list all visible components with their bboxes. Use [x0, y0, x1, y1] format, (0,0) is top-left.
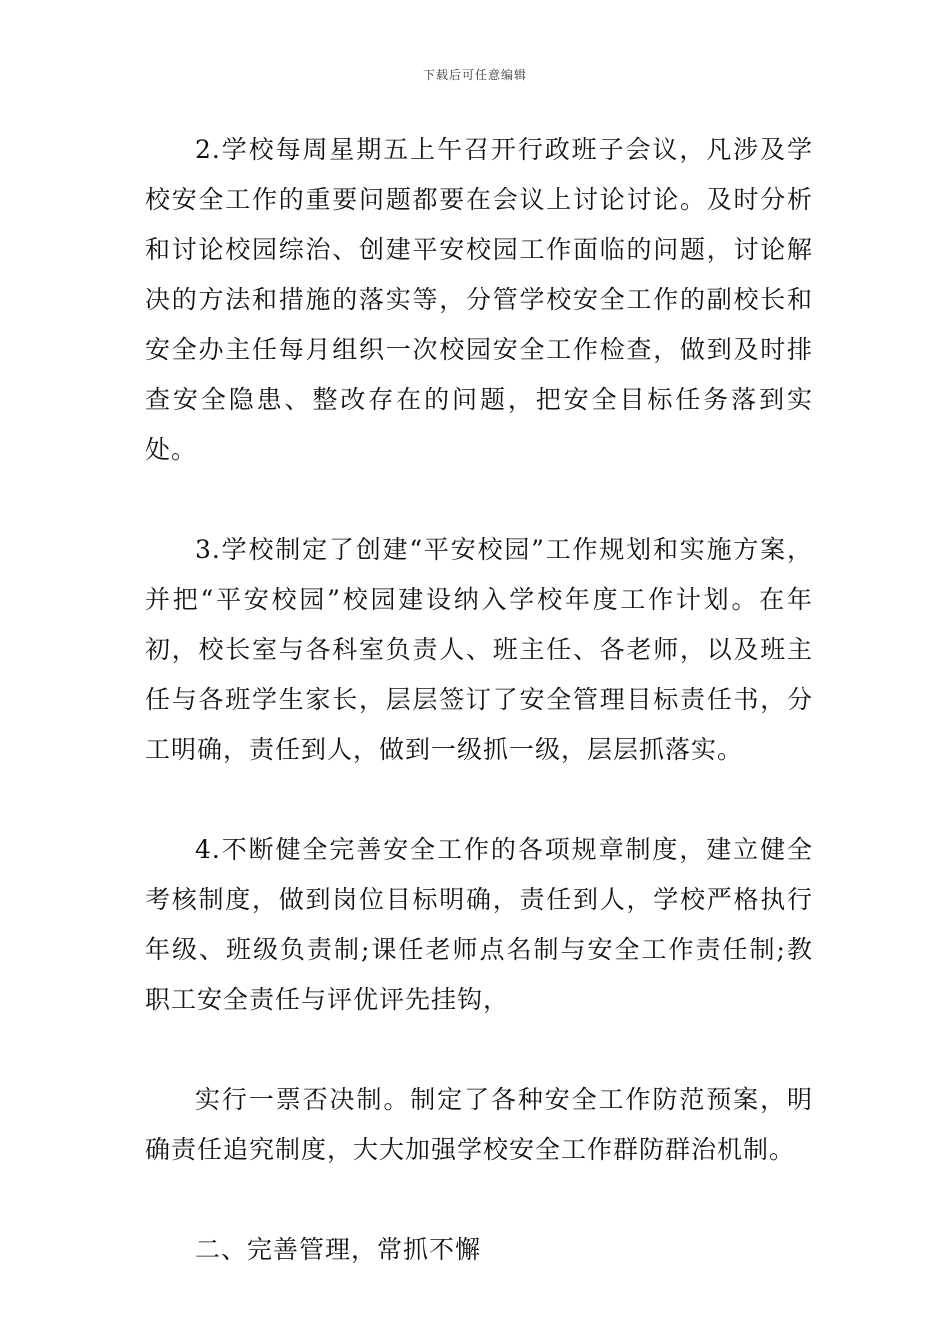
paragraph-gap: [145, 1175, 813, 1225]
paragraph-gap: [145, 775, 813, 825]
paragraph-item-2: 2.学校每周星期五上午召开行政班子会议，凡涉及学校安全工作的重要问题都要在会议上讨论讨论。及时分析和讨论校园综治、创建平安校园工作面临的问题，讨论解决的方法和措施的落实等，分管学校安全工作的副校长和安全办主任每月组织一次校园安全工作检查，做到及时排查安全隐患、整改存在的问题，把安全目标任务落到实处。: [145, 135, 813, 464]
section-heading: 二、完善管理，常抓不懈: [195, 1235, 482, 1264]
paragraph-continuation: 实行一票否决制。制定了各种安全工作防范预案，明确责任追究制度，大大加强学校安全工作群防群治机制。: [145, 1085, 813, 1164]
paragraph-gap: [145, 1025, 813, 1075]
paragraph-gap: [145, 475, 813, 525]
paragraph-item-4: 4.不断健全完善安全工作的各项规章制度，建立健全考核制度，做到岗位目标明确，责任到人，学校严格执行年级、班级负责制;课任老师点名制与安全工作责任制;教职工安全责任与评优评先挂钩，: [145, 835, 813, 1014]
paragraph-item-3: 3.学校制定了创建“平安校园”工作规划和实施方案，并把“平安校园”校园建设纳入学校年度工作计划。在年初，校长室与各科室负责人、班主任、各老师，以及班主任与各班学生家长，层层签订了安全管理目标责任书，分工明确，责任到人，做到一级抓一级，层层抓落实。: [145, 535, 813, 764]
document-body: [145, 125, 813, 1275]
page-header: 下载后可任意编辑: [422, 68, 527, 82]
